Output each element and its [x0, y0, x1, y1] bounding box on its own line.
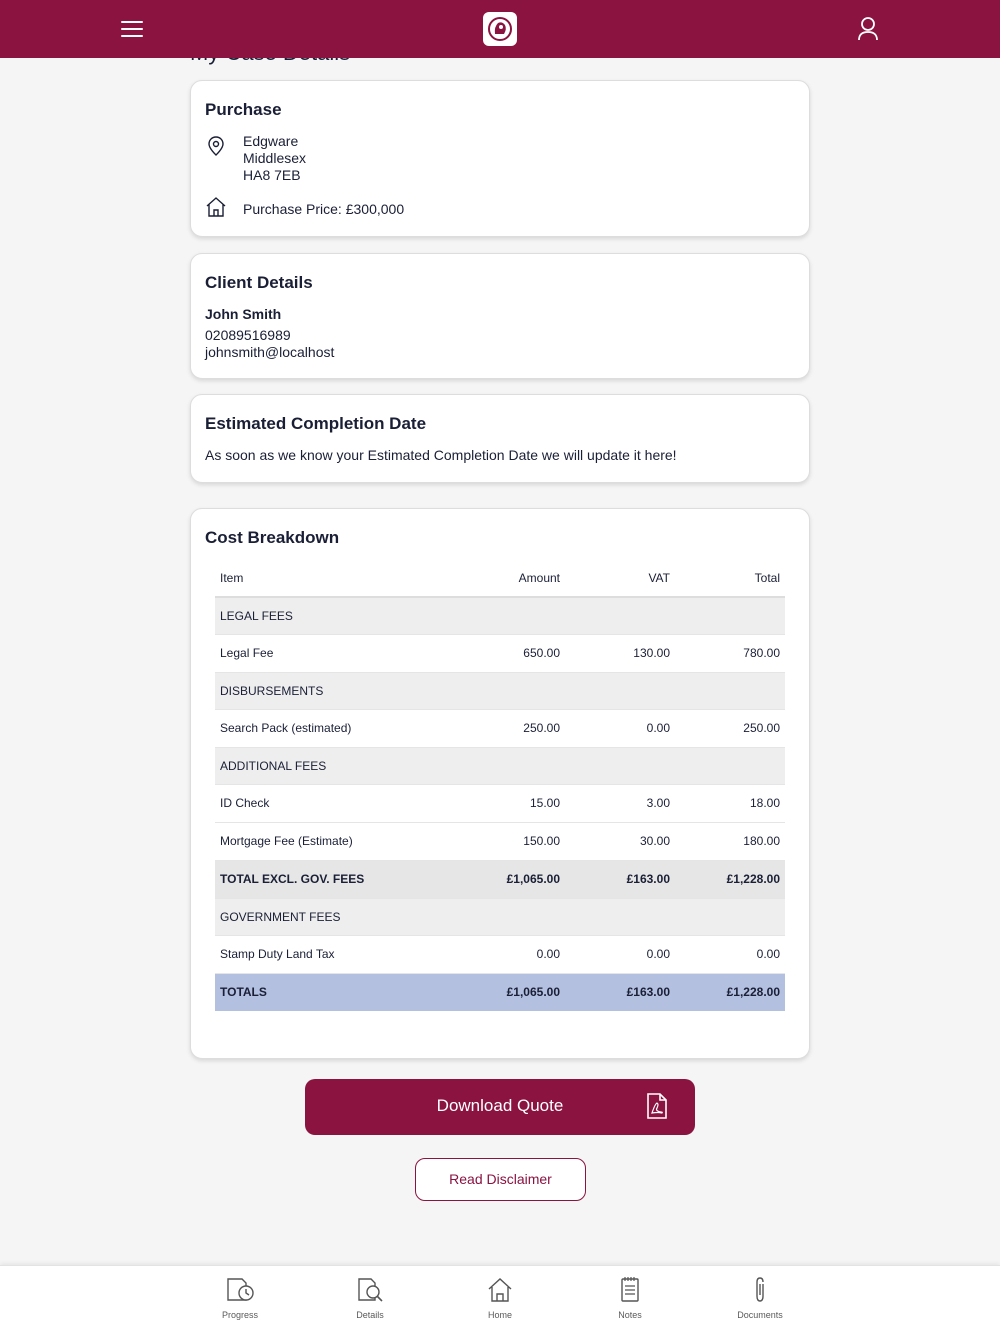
- download-quote-label: Download Quote: [436, 1096, 564, 1115]
- cell-amount: 15.00: [435, 784, 565, 822]
- purchase-price: Purchase Price: £300,000: [243, 201, 405, 217]
- pdf-file-icon: [646, 1092, 668, 1120]
- table-row-section: [215, 747, 785, 784]
- client-email: johnsmith@localhost: [205, 344, 335, 360]
- client-name: John Smith: [205, 306, 282, 322]
- section-label: GOVERNMENT FEES: [215, 898, 785, 935]
- table-row-section: [215, 597, 785, 634]
- cell-total: £1,228.00: [675, 973, 785, 1011]
- cell-amount: £1,065.00: [435, 860, 565, 898]
- cost-breakdown-card: [190, 508, 810, 1059]
- header-amount: Amount: [435, 559, 565, 597]
- top-bar: [0, 0, 1000, 58]
- table-row-subtotal: [215, 860, 785, 898]
- cell-item: Mortgage Fee (Estimate): [215, 822, 435, 860]
- address-line-1: Edgware: [243, 133, 299, 149]
- table-row-section: [215, 672, 785, 709]
- cell-amount: 0.00: [435, 935, 565, 973]
- cell-total: 780.00: [675, 634, 785, 672]
- nav-item-details[interactable]: [325, 1276, 415, 1330]
- user-profile-icon[interactable]: [854, 14, 882, 44]
- cost-table: [215, 559, 785, 1011]
- cell-item: Legal Fee: [215, 634, 435, 672]
- home-icon: [484, 1276, 516, 1304]
- cell-total: 18.00: [675, 784, 785, 822]
- cell-item: Stamp Duty Land Tax: [215, 935, 435, 973]
- address-line-2: Middlesex: [243, 150, 307, 166]
- nav-label-documents: Documents: [737, 1310, 783, 1320]
- cell-vat: £163.00: [565, 860, 675, 898]
- cell-vat: 0.00: [565, 709, 675, 747]
- nav-label-progress: Progress: [221, 1310, 258, 1320]
- completion-date-message: As soon as we know your Estimated Completion Date we will update it here!: [205, 447, 677, 463]
- header-vat: VAT: [565, 559, 675, 597]
- cell-item: ID Check: [215, 784, 435, 822]
- cell-item: TOTAL EXCL. GOV. FEES: [215, 860, 435, 898]
- location-pin-icon: [207, 135, 225, 157]
- lion-logo-icon: [483, 12, 517, 46]
- cell-vat: £163.00: [565, 973, 675, 1011]
- table-row-section: [215, 898, 785, 935]
- cell-total: £1,228.00: [675, 860, 785, 898]
- nav-label-home: Home: [487, 1310, 512, 1320]
- cell-amount: 250.00: [435, 709, 565, 747]
- cell-amount: 650.00: [435, 634, 565, 672]
- download-quote-button[interactable]: [305, 1079, 695, 1135]
- nav-item-progress[interactable]: [195, 1276, 285, 1330]
- cell-item: TOTALS: [215, 973, 435, 1011]
- progress-clock-icon: [224, 1276, 256, 1304]
- bottom-nav: [0, 1265, 1000, 1334]
- read-disclaimer-button[interactable]: Read Disclaimer: [415, 1158, 586, 1201]
- cell-item: Search Pack (estimated): [215, 709, 435, 747]
- hamburger-menu-icon[interactable]: [116, 16, 148, 42]
- cost-table-header: [215, 559, 785, 597]
- table-row: [215, 784, 785, 822]
- cell-vat: 0.00: [565, 935, 675, 973]
- nav-item-notes[interactable]: [585, 1276, 675, 1330]
- details-search-icon: [354, 1276, 386, 1304]
- table-row: [215, 634, 785, 672]
- table-row: [215, 935, 785, 973]
- client-details-card: [190, 253, 810, 379]
- cell-amount: £1,065.00: [435, 973, 565, 1011]
- cell-amount: 150.00: [435, 822, 565, 860]
- house-icon: [205, 196, 227, 218]
- cell-total: 0.00: [675, 935, 785, 973]
- notes-icon: [614, 1276, 646, 1304]
- address-line-3: HA8 7EB: [243, 167, 301, 183]
- purchase-title: Purchase: [205, 100, 282, 119]
- completion-date-title: Estimated Completion Date: [205, 414, 427, 433]
- cell-total: 250.00: [675, 709, 785, 747]
- nav-label-notes: Notes: [618, 1310, 642, 1320]
- table-row: [215, 822, 785, 860]
- table-row: [215, 709, 785, 747]
- completion-date-card: [190, 394, 810, 483]
- client-phone: 02089516989: [205, 327, 291, 343]
- purchase-card: [190, 80, 810, 237]
- header-item: Item: [215, 559, 435, 597]
- section-label: LEGAL FEES: [215, 597, 785, 634]
- nav-item-documents[interactable]: [715, 1276, 805, 1330]
- client-details-title: Client Details: [205, 273, 313, 292]
- cell-vat: 3.00: [565, 784, 675, 822]
- cell-vat: 130.00: [565, 634, 675, 672]
- nav-label-details: Details: [356, 1310, 384, 1320]
- cell-total: 180.00: [675, 822, 785, 860]
- cost-breakdown-title: Cost Breakdown: [205, 528, 340, 547]
- cell-vat: 30.00: [565, 822, 675, 860]
- nav-item-home[interactable]: [455, 1276, 545, 1330]
- section-label: ADDITIONAL FEES: [215, 747, 785, 784]
- header-total: Total: [675, 559, 785, 597]
- paperclip-icon: [744, 1276, 776, 1304]
- section-label: DISBURSEMENTS: [215, 672, 785, 709]
- table-row-totals: [215, 973, 785, 1011]
